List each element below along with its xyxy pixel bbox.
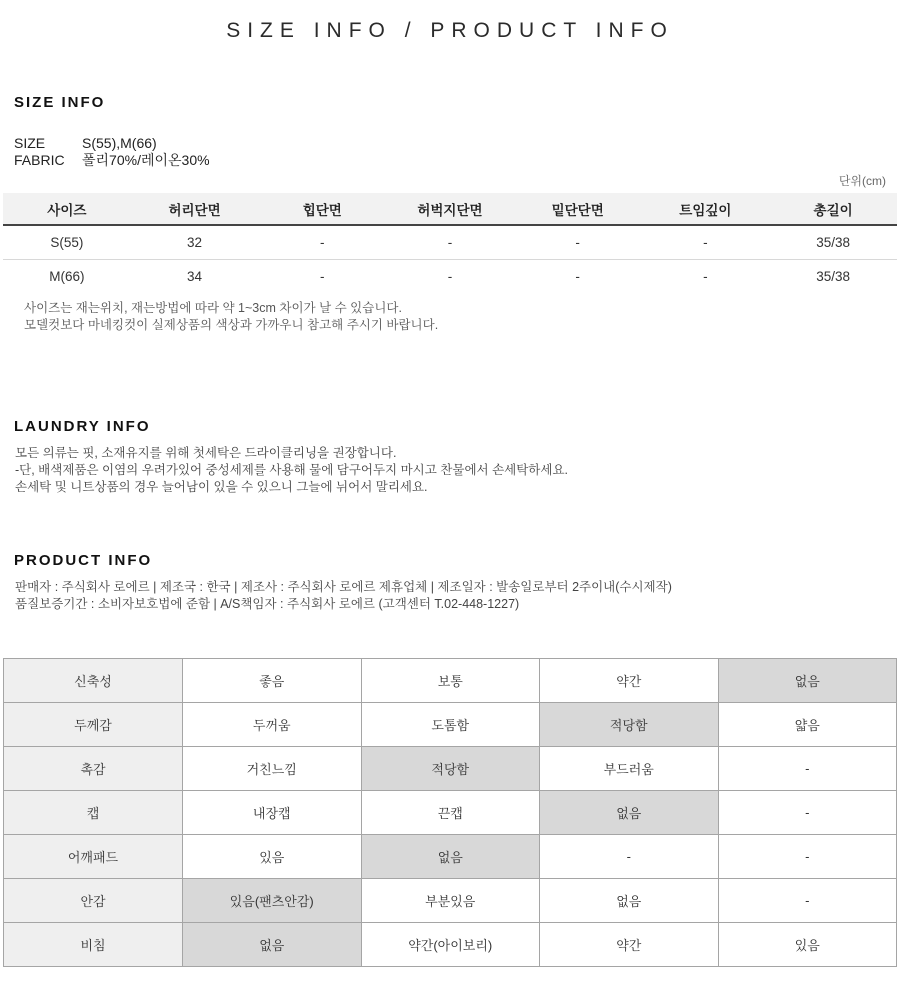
- attr-option: 내장캡: [183, 791, 362, 835]
- spec-value-size: S(55),M(66): [82, 135, 157, 151]
- attr-option: 얇음: [718, 703, 897, 747]
- attr-option: -: [718, 835, 897, 879]
- table-row: [4, 791, 897, 835]
- size-table-head: [3, 193, 897, 225]
- table-row: [4, 703, 897, 747]
- size-table-header: 사이즈: [3, 193, 131, 225]
- laundry-line: 모든 의류는 핏, 소재유지를 위해 첫세탁은 드라이클리닝을 권장합니다.: [15, 446, 397, 460]
- size-table-header: 트임깊이: [642, 193, 770, 225]
- laundry-line: -단, 배색제품은 이염의 우려가있어 중성세제를 사용해 물에 담구어두지 마시고 찬물에서 손세탁하세요.: [15, 463, 568, 477]
- size-notes: [0, 300, 900, 334]
- attr-option: 없음: [183, 923, 362, 967]
- size-cell: -: [575, 269, 580, 284]
- size-note-line: 사이즈는 재는위치, 재는방법에 따라 약 1~3cm 차이가 날 수 있습니다.: [24, 301, 402, 315]
- size-cell: 35/38: [816, 269, 850, 284]
- attr-option: 있음(팬츠안감): [183, 879, 362, 923]
- page-title: SIZE INFO / PRODUCT INFO: [226, 19, 674, 42]
- size-cell: 35/38: [769, 225, 897, 260]
- size-note-line: 모델컷보다 마네킹컷이 실제상품의 색상과 가까우니 참고해 주시기 바랍니다.: [24, 318, 439, 332]
- attr-label: 안감: [4, 879, 183, 923]
- attr-option: 부드러움: [540, 747, 719, 791]
- attr-option: 약간: [540, 923, 719, 967]
- attr-option: 약간: [540, 659, 719, 703]
- attr-label: 비침: [4, 923, 183, 967]
- table-row: [4, 835, 897, 879]
- attr-option: 적당함: [540, 703, 719, 747]
- product-line: 품질보증기간 : 소비자보호법에 준함 | A/S책임자 : 주식회사 로에르 (고객센터 T.02-448-1227): [15, 597, 520, 611]
- size-table-body: [3, 225, 897, 293]
- size-cell: -: [447, 269, 453, 284]
- spec-value-fabric: 폴리70%/레이온30%: [82, 152, 210, 168]
- size-table-header: 허벅지단면: [386, 193, 514, 225]
- size-cell: S(55): [3, 225, 131, 260]
- unit-note: 단위(cm): [838, 174, 886, 188]
- attr-option: 끈캡: [361, 791, 540, 835]
- spec-label-size: SIZE: [14, 135, 46, 151]
- table-row: [4, 747, 897, 791]
- attr-label: 촉감: [4, 747, 183, 791]
- attr-option: 약간(아이보리): [361, 923, 540, 967]
- size-fabric-specs: [0, 135, 900, 169]
- attr-option: -: [718, 879, 897, 923]
- size-cell: -: [320, 269, 325, 284]
- product-info-text: [0, 579, 900, 613]
- attr-label: 두께감: [4, 703, 183, 747]
- attr-option: -: [540, 835, 719, 879]
- attr-option: 없음: [540, 879, 719, 923]
- attr-option: 없음: [540, 791, 719, 835]
- attr-option: 있음: [718, 923, 897, 967]
- attr-label: 어깨패드: [4, 835, 183, 879]
- size-cell: 34: [187, 269, 203, 284]
- attribute-table: [3, 658, 897, 967]
- spec-label-fabric: FABRIC: [14, 152, 65, 168]
- attr-option: 없음: [361, 835, 540, 879]
- attr-option: 거친느낌: [183, 747, 362, 791]
- size-table-header: 총길이: [769, 193, 897, 225]
- size-cell: -: [703, 269, 708, 284]
- attribute-table-body: [4, 659, 897, 967]
- laundry-info-text: [0, 445, 900, 496]
- size-table-header-row: [3, 193, 897, 225]
- attr-option: 두꺼움: [183, 703, 362, 747]
- product-line: 판매자 : 주식회사 로에르 | 제조국 : 한국 | 제조사 : 주식회사 로에르 제휴업체 | 제조일자 : 발송일로부터 2주이내(수시제작): [15, 580, 672, 594]
- laundry-line: 손세탁 및 니트상품의 경우 늘어남이 있을 수 있으니 그늘에 뉘어서 말리세요.: [15, 480, 428, 494]
- size-cell: -: [258, 225, 386, 260]
- size-table-header: 밑단단면: [514, 193, 642, 225]
- size-cell: -: [386, 225, 514, 260]
- table-row: [4, 659, 897, 703]
- table-row: [3, 260, 897, 294]
- table-row: [3, 225, 897, 260]
- attr-option: 없음: [718, 659, 897, 703]
- table-row: [4, 879, 897, 923]
- attr-label: 캡: [4, 791, 183, 835]
- attr-option: 있음: [183, 835, 362, 879]
- attr-option: 도톰함: [361, 703, 540, 747]
- size-table: [3, 193, 897, 293]
- laundry-info-heading: LAUNDRY INFO: [14, 418, 151, 435]
- product-info-heading: PRODUCT INFO: [14, 552, 153, 569]
- size-table-header: 힙단면: [258, 193, 386, 225]
- attr-option: 적당함: [361, 747, 540, 791]
- spec-row-fabric: [14, 152, 900, 169]
- attr-option: 부분있음: [361, 879, 540, 923]
- spec-row-size: [14, 135, 900, 152]
- size-table-header: 허리단면: [131, 193, 259, 225]
- size-cell: M(66): [49, 269, 85, 284]
- attr-option: 좋음: [183, 659, 362, 703]
- attr-option: -: [718, 747, 897, 791]
- table-row: [4, 923, 897, 967]
- attr-option: -: [718, 791, 897, 835]
- attr-option: 보통: [361, 659, 540, 703]
- size-info-heading: SIZE INFO: [14, 94, 106, 111]
- size-cell: -: [642, 225, 770, 260]
- attr-label: 신축성: [4, 659, 183, 703]
- size-cell: -: [514, 225, 642, 260]
- size-cell: 32: [131, 225, 259, 260]
